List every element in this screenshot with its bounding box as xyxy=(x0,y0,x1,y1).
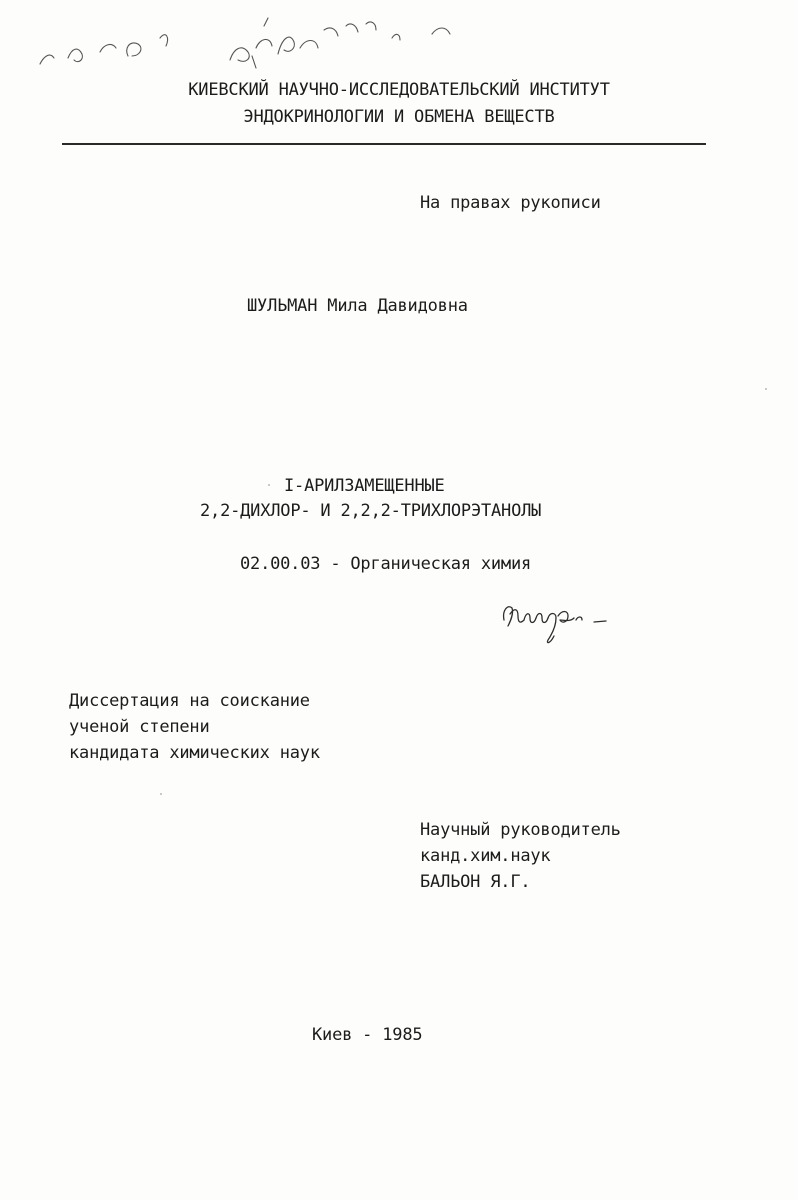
dissertation-type-line-1: Диссертация на соискание xyxy=(69,691,310,711)
author-name: ШУЛЬМАН Мила Давидовна xyxy=(247,296,468,316)
rights-note: На правах рукописи xyxy=(420,193,601,213)
supervisor-title: Научный руководитель xyxy=(420,820,621,840)
handwritten-pencil-note xyxy=(20,8,490,78)
place-and-year: Киев - 1985 xyxy=(312,1025,423,1045)
paper-speck xyxy=(268,484,270,486)
dissertation-type-line-3: кандидата химических наук xyxy=(69,743,320,763)
dissertation-title-line-1: I-АРИЛЗАМЕЩЕННЫЕ xyxy=(284,476,445,496)
institute-name-line-2: ЭНДОКРИНОЛОГИИ И ОБМЕНА ВЕЩЕСТВ xyxy=(243,107,555,127)
header-divider xyxy=(62,143,706,145)
institute-name-line-1: КИЕВСКИЙ НАУЧНО-ИССЛЕДОВАТЕЛЬСКИЙ ИНСТИТУТ xyxy=(188,80,610,100)
paper-speck xyxy=(160,793,162,795)
author-signature xyxy=(498,596,616,650)
paper-speck xyxy=(765,388,767,390)
dissertation-title-line-2: 2,2-ДИХЛОР- И 2,2,2-ТРИХЛОРЭТАНОЛЫ xyxy=(200,501,542,521)
supervisor-name: БАЛЬОН Я.Г. xyxy=(420,872,531,892)
dissertation-type-line-2: ученой степени xyxy=(69,717,210,737)
specialty-code: 02.00.03 - Органическая химия xyxy=(240,554,532,574)
supervisor-degree: канд.хим.наук xyxy=(420,846,551,866)
